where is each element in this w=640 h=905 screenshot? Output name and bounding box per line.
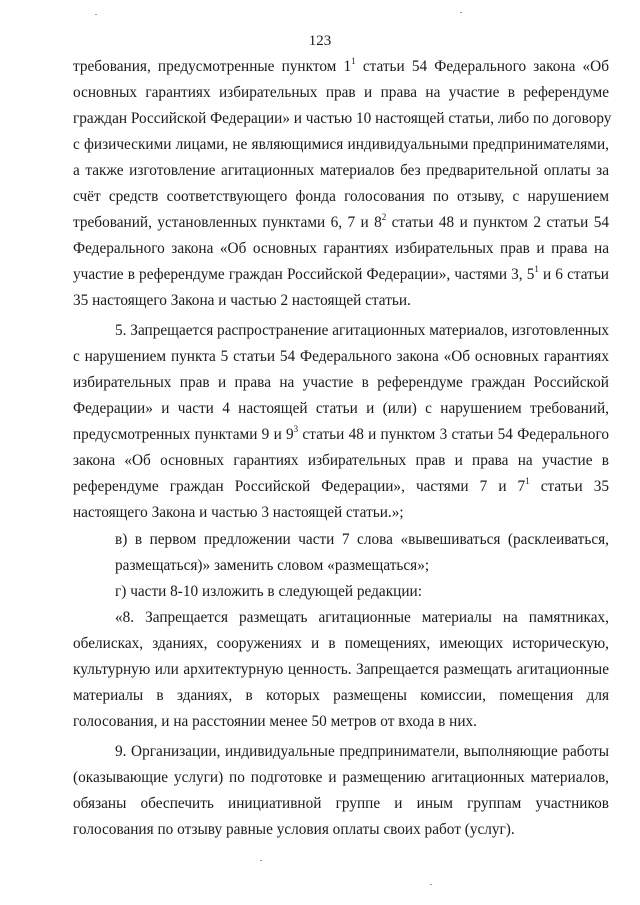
text-line	[115, 556, 609, 576]
text-line	[73, 477, 609, 497]
text-segment: счёт средств соответствующего фонда голосования по отзыву, с нарушением	[73, 188, 609, 205]
scan-speck	[260, 860, 262, 861]
text-segment: избирательных прав и права на участие в референдуме граждан Российской	[73, 374, 609, 391]
text-segment: участие в референдуме граждан Российской Федерации», частями 3, 5	[73, 266, 535, 283]
text-line	[73, 686, 609, 706]
text-segment: закона «Об основных гарантиях избирательных прав и права на участие в	[73, 452, 609, 469]
text-segment: и 6 статьи	[538, 266, 609, 283]
text-segment: голосования, и на расстоянии менее 50 метров от входа в них.	[73, 713, 478, 730]
text-segment: статьи 48 и пунктом 3 статьи 54 Федерального	[298, 426, 609, 443]
text-line	[115, 608, 609, 628]
text-segment: требований, установленных пунктами 6, 7 и 8	[73, 214, 382, 231]
text-line	[73, 425, 609, 445]
text-segment: 5. Запрещается распространение агитационных материалов, изготовленных	[115, 322, 610, 339]
text-segment: культурную или архитектурную ценность. Запрещается размещать агитационные	[73, 661, 609, 678]
scan-speck	[460, 12, 462, 13]
text-line	[73, 820, 609, 840]
text-segment: «8. Запрещается размещать агитационные материалы на памятниках,	[115, 609, 609, 626]
page-number: 123	[308, 33, 332, 49]
text-line	[73, 503, 609, 523]
text-segment: размещаться)» заменить словом «размещаться»;	[115, 557, 430, 574]
superscript: 1	[351, 56, 356, 66]
text-line	[73, 265, 609, 285]
text-segment: с физическими лицами, не являющимися индивидуальными предпринимателями,	[73, 136, 609, 153]
superscript: 2	[381, 212, 387, 222]
superscript: 1	[525, 476, 530, 486]
text-segment: предусмотренных пунктами 9 и 9	[73, 426, 294, 443]
text-line	[115, 530, 609, 550]
text-segment: (оказывающие услуги) по подготовке и размещению агитационных материалов,	[73, 769, 609, 786]
text-line	[73, 239, 609, 259]
text-line	[115, 321, 609, 341]
text-line	[73, 768, 609, 788]
text-segment: граждан Российской Федерации» и частью 10 настоящей статьи, либо по договору	[73, 110, 612, 127]
text-line	[73, 399, 609, 419]
text-segment: референдуме граждан Российской Федерации», частями 7 и 7	[73, 478, 526, 495]
text-line	[73, 109, 612, 129]
superscript: 1	[534, 264, 539, 274]
text-line	[115, 742, 609, 762]
superscript: 3	[293, 424, 299, 434]
text-segment: г) части 8-10 изложить в следующей редакции:	[115, 583, 422, 600]
text-segment: обелисках, зданиях, сооружениях и в помещениях, имеющих историческую,	[73, 635, 609, 652]
text-line	[73, 451, 609, 471]
text-segment: статьи 54 Федерального закона «Об	[355, 58, 609, 75]
text-segment: голосования по отзыву равные условия оплаты своих работ (услуг).	[73, 821, 515, 838]
text-segment: Федерального закона «Об основных гарантиях избирательных прав и права на	[73, 240, 609, 257]
text-line	[73, 161, 609, 181]
text-line	[73, 660, 609, 680]
text-segment: 9. Организации, индивидуальные предприниматели, выполняющие работы	[115, 743, 609, 760]
text-line	[73, 373, 609, 393]
text-line	[73, 712, 609, 732]
text-line	[73, 347, 609, 367]
scan-speck	[430, 884, 432, 885]
text-segment: обязаны обеспечить инициативной группе и иным группам участников	[73, 795, 609, 812]
text-line	[73, 634, 609, 654]
text-segment: с нарушением пункта 5 статьи 54 Федерального закона «Об основных гарантиях	[73, 348, 609, 365]
text-segment: 35 настоящего Закона и частью 2 настоящей статьи.	[73, 292, 411, 309]
text-line	[115, 582, 609, 602]
text-line	[73, 83, 609, 103]
text-segment: а также изготовление агитационных материалов без предварительной оплаты за	[73, 162, 609, 179]
text-segment: требования, предусмотренные пунктом 1	[73, 58, 352, 75]
text-line	[73, 291, 609, 311]
text-segment: Федерации» и части 4 настоящей статьи и (или) с нарушением требований,	[73, 400, 609, 417]
text-line	[73, 135, 609, 155]
scan-speck	[95, 14, 97, 15]
text-segment: настоящего Закона и частью 3 настоящей статьи.»;	[73, 504, 404, 521]
text-line	[73, 57, 609, 77]
text-line	[73, 187, 609, 207]
text-segment: статьи 35	[529, 478, 609, 495]
text-line	[73, 213, 609, 233]
text-line	[73, 794, 609, 814]
text-segment: материалы в зданиях, в которых размещены комиссии, помещения для	[73, 687, 609, 704]
text-segment: статьи 48 и пунктом 2 статьи 54	[386, 214, 609, 231]
text-segment: в) в первом предложении части 7 слова «вывешиваться (расклеиваться,	[115, 531, 609, 548]
text-segment: основных гарантиях избирательных прав и права на участие в референдуме	[73, 84, 609, 101]
